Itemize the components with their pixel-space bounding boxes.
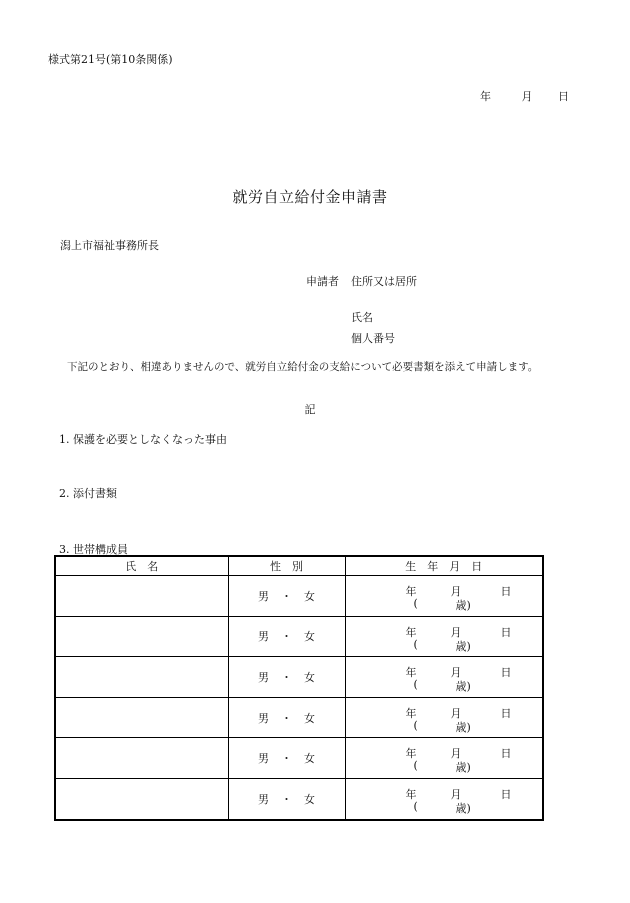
member-name-cell[interactable] — [55, 657, 228, 698]
header-sex: 性 別 — [228, 556, 345, 576]
birth-day-label: 日 — [500, 706, 512, 720]
male-option[interactable]: 男 — [258, 589, 269, 603]
separator-dot: ・ — [281, 752, 292, 766]
age-label: 歳) — [455, 599, 471, 612]
female-option[interactable]: 女 — [304, 589, 315, 603]
date-day: 日 — [558, 90, 569, 103]
header-name: 氏 名 — [55, 556, 228, 576]
member-birth-cell[interactable] — [345, 576, 543, 617]
ki-heading: 記 — [304, 403, 316, 416]
section-3-heading: 3. 世帯構成員 — [59, 543, 128, 556]
age-open-paren: ( — [413, 799, 418, 813]
address-label: 住所又は居所 — [351, 275, 417, 288]
female-option[interactable]: 女 — [304, 792, 315, 806]
birth-month-label: 月 — [450, 706, 462, 720]
female-option[interactable]: 女 — [304, 752, 315, 766]
female-option[interactable]: 女 — [304, 670, 315, 684]
age-open-paren: ( — [413, 759, 418, 773]
separator-dot: ・ — [281, 711, 292, 725]
birth-day-label: 日 — [500, 625, 512, 639]
table-row — [55, 778, 543, 819]
birth-month-label: 月 — [450, 747, 462, 761]
date-month: 月 — [521, 90, 533, 103]
birth-day-label: 日 — [500, 666, 512, 680]
member-sex-cell[interactable] — [228, 778, 345, 819]
birth-day-label: 日 — [500, 747, 512, 761]
table-row — [55, 576, 543, 617]
member-birth-cell[interactable] — [345, 697, 543, 738]
female-option[interactable]: 女 — [304, 630, 315, 644]
age-open-paren: ( — [413, 597, 418, 610]
separator-dot: ・ — [281, 630, 292, 644]
member-name-cell[interactable] — [55, 738, 228, 779]
female-option[interactable]: 女 — [304, 711, 315, 725]
section-2-heading: 2. 添付書類 — [59, 487, 117, 500]
member-birth-cell[interactable] — [345, 738, 543, 779]
birth-day-label: 日 — [500, 585, 512, 598]
age-label: 歳) — [455, 680, 471, 694]
age-open-paren: ( — [413, 678, 418, 692]
name-label: 氏名 — [351, 311, 373, 324]
date-year: 年 — [480, 90, 491, 103]
male-option[interactable]: 男 — [258, 752, 269, 766]
age-label: 歳) — [455, 720, 471, 734]
household-members-table — [54, 555, 544, 821]
male-option[interactable]: 男 — [258, 630, 269, 644]
member-name-cell[interactable] — [55, 697, 228, 738]
separator-dot: ・ — [281, 670, 292, 684]
male-option[interactable]: 男 — [258, 711, 269, 725]
separator-dot: ・ — [281, 589, 292, 603]
member-name-cell[interactable] — [55, 576, 228, 617]
birth-month-label: 月 — [450, 585, 462, 598]
table-row — [55, 697, 543, 738]
member-sex-cell[interactable] — [228, 657, 345, 698]
male-option[interactable]: 男 — [258, 792, 269, 806]
birth-month-label: 月 — [450, 666, 462, 680]
birth-year-label: 年 — [405, 787, 417, 801]
age-label: 歳) — [455, 639, 471, 653]
member-sex-cell[interactable] — [228, 616, 345, 657]
member-sex-cell[interactable] — [228, 576, 345, 617]
member-birth-cell[interactable] — [345, 657, 543, 698]
birth-year-label: 年 — [405, 585, 417, 598]
birth-year-label: 年 — [405, 625, 417, 639]
birth-year-label: 年 — [405, 666, 417, 680]
birth-year-label: 年 — [405, 706, 417, 720]
page-title: 就労自立給付金申請書 — [232, 188, 388, 206]
table-row — [55, 657, 543, 698]
separator-dot: ・ — [281, 792, 292, 806]
applicant-label: 申請者 — [306, 275, 339, 288]
section-1-heading: 1. 保護を必要としなくなった事由 — [59, 433, 227, 446]
addressee: 潟上市福祉事務所長 — [60, 239, 159, 252]
header-birth: 生 年 月 日 — [345, 556, 543, 576]
age-label: 歳) — [455, 801, 471, 815]
table-header-row — [55, 556, 543, 576]
age-open-paren: ( — [413, 718, 418, 732]
birth-month-label: 月 — [450, 787, 462, 801]
member-sex-cell[interactable] — [228, 738, 345, 779]
male-option[interactable]: 男 — [258, 670, 269, 684]
member-birth-cell[interactable] — [345, 616, 543, 657]
statement: 下記のとおり、相違ありませんので、就労自立給付金の支給について必要書類を添えて申請します。 — [67, 361, 539, 373]
age-open-paren: ( — [413, 637, 418, 651]
birth-year-label: 年 — [405, 747, 417, 761]
birth-month-label: 月 — [450, 625, 462, 639]
member-birth-cell[interactable] — [345, 778, 543, 819]
my-number-label: 個人番号 — [351, 332, 395, 345]
age-label: 歳) — [455, 761, 471, 775]
member-name-cell[interactable] — [55, 616, 228, 657]
member-sex-cell[interactable] — [228, 697, 345, 738]
table-row — [55, 616, 543, 657]
form-number: 様式第21号(第10条関係) — [48, 53, 173, 66]
date-line — [480, 88, 569, 104]
table-row — [55, 738, 543, 779]
member-name-cell[interactable] — [55, 778, 228, 819]
birth-day-label: 日 — [500, 787, 512, 801]
